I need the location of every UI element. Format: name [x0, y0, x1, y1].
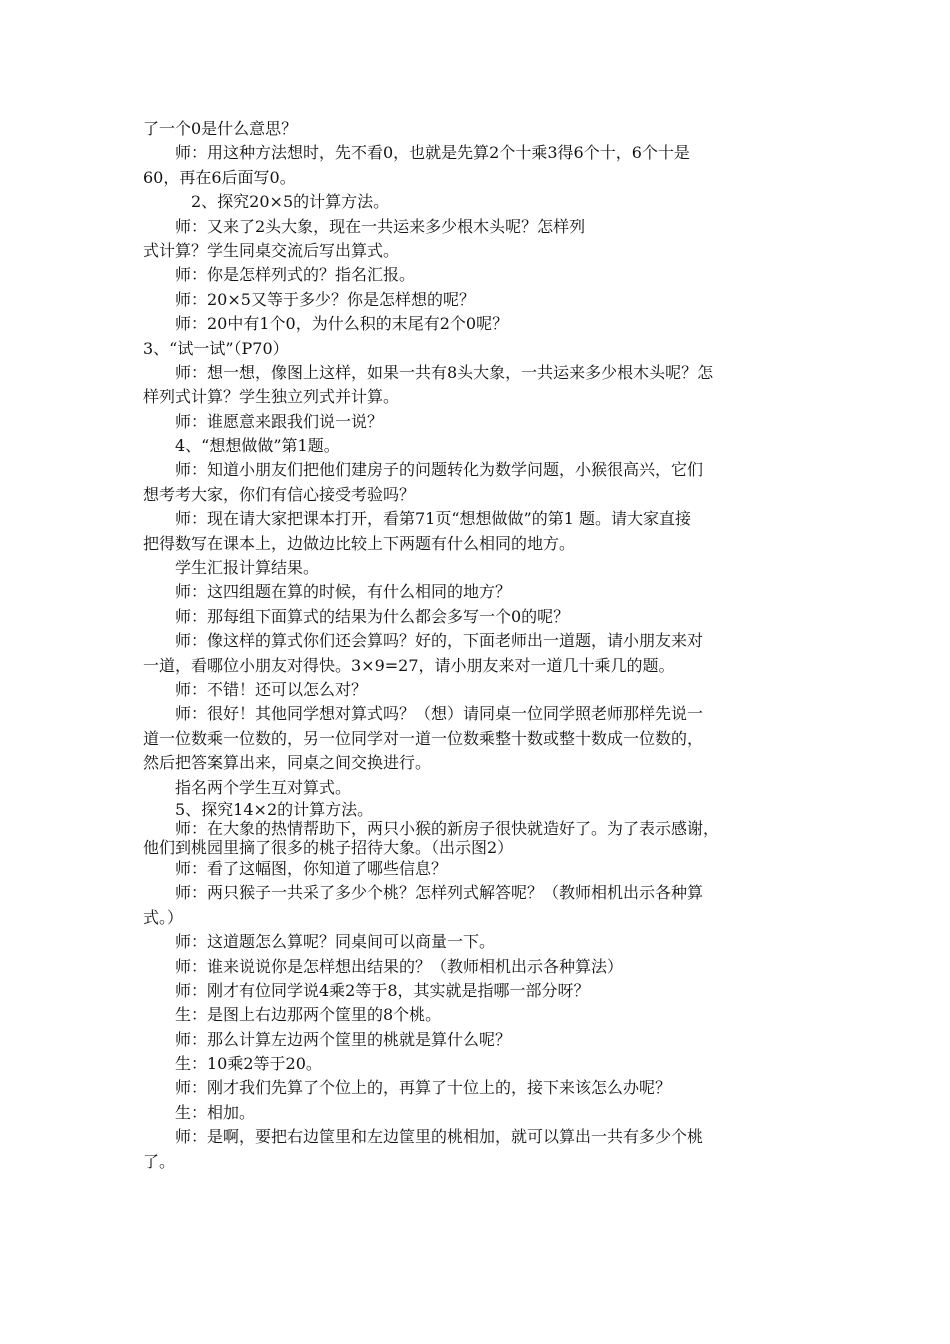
text-line: 师：谁愿意来跟我们说一说？: [175, 411, 384, 431]
text-line: 师：知道小朋友们把他们建房子的问题转化为数学问题，小猴很高兴，它们: [175, 460, 704, 480]
text-line: 师：20×5又等于多少？你是怎样想的呢？: [175, 289, 475, 309]
document-body: [143, 117, 815, 1174]
text-line: 2、探究20×5的计算方法。: [191, 192, 390, 212]
text-line: 师：这四组题在算的时候，有什么相同的地方？: [175, 582, 512, 602]
text-line: 道一位数乘一位数的，另一位同学对一道一位数乘整十数或整十数成一位数的，: [143, 728, 704, 748]
text-line: 式。）: [143, 907, 184, 927]
text-line: 他们到桃园里摘了很多的桃子招待大象。（出示图2）: [143, 837, 514, 857]
text-line: 式计算？学生同桌交流后写出算式。: [143, 240, 400, 260]
text-line: 师：很好！其他同学想对算式吗？（想）请同桌一位同学照老师那样先说一: [175, 704, 704, 724]
text-line: 生：10乘2等于20。: [175, 1054, 322, 1074]
text-line: 学生汇报计算结果。: [175, 558, 320, 578]
text-line: 师：像这样的算式你们还会算吗？好的，下面老师出一道题，请小朋友来对: [175, 631, 704, 651]
text-line: 师：两只猴子一共采了多少个桃？怎样列式解答呢？（教师相机出示各种算: [175, 883, 704, 903]
text-line: 指名两个学生互对算式。: [175, 777, 352, 797]
text-line: 3、“试一试”（P70）: [143, 338, 289, 358]
text-line: 了。: [143, 1151, 176, 1171]
text-line: 把得数写在课本上，边做边比较上下两题有什么相同的地方。: [143, 533, 576, 553]
text-line: 师：用这种方法想时，先不看0，也就是先算2个十乘3得6个十，6个十是: [175, 143, 690, 163]
text-line: 60，再在6后面写0。: [143, 167, 296, 187]
text-line: 然后把答案算出来，同桌之间交换进行。: [143, 753, 432, 773]
text-line: 4、“想想做做”第1题。: [175, 436, 340, 456]
text-line: 一道，看哪位小朋友对得快。3×9=27，请小朋友来对一道几十乘几的题。: [143, 655, 675, 675]
text-line: 师：这道题怎么算呢？同桌间可以商量一下。: [175, 932, 496, 952]
text-line: 师：不错！还可以怎么对？: [175, 679, 368, 699]
text-line: 样列式计算？学生独立列式并计算。: [143, 387, 400, 407]
text-line: 想考考大家，你们有信心接受考验吗？: [143, 484, 416, 504]
text-line: 师：现在请大家把课本打开，看第71页“想想做做”的第1 题。请大家直接: [175, 509, 691, 529]
text-line: 师：你是怎样列式的？指名汇报。: [175, 265, 416, 285]
text-line: 了一个0是什么意思？: [143, 119, 298, 138]
text-line: 生：是图上右边那两个筐里的8个桃。: [175, 1005, 442, 1025]
text-line: 5、探究14×2的计算方法。: [175, 799, 374, 819]
text-line: 师：谁来说说你是怎样想出结果的？（教师相机出示各种算法）: [175, 956, 624, 976]
text-line: 师：那每组下面算式的结果为什么都会多写一个0的呢？: [175, 606, 570, 626]
text-line: 师：那么计算左边两个筐里的桃就是算什么呢？: [175, 1029, 512, 1049]
text-line: 师：20中有1个0，为什么积的末尾有2个0呢？: [175, 314, 509, 334]
text-line: 师：是啊，要把右边筐里和左边筐里的桃相加，就可以算出一共有多少个桃: [175, 1127, 704, 1147]
text-line: 师：看了这幅图，你知道了哪些信息？: [175, 858, 448, 878]
text-line: 师：又来了2头大象，现在一共运来多少根木头呢？怎样列: [175, 216, 586, 236]
text-line: 师：在大象的热情帮助下，两只小猴的新房子很快就造好了。为了表示感谢，: [175, 818, 720, 838]
text-line: 生：相加。: [175, 1102, 256, 1122]
text-line: 师：刚才有位同学说4乘2等于8，其实就是指哪一部分呀？: [175, 980, 590, 1000]
text-line: 师：想一想，像图上这样，如果一共有8头大象，一共运来多少根木头呢？怎: [175, 362, 714, 382]
text-line: 师：刚才我们先算了个位上的，再算了十位上的，接下来该怎么办呢？: [175, 1078, 672, 1098]
